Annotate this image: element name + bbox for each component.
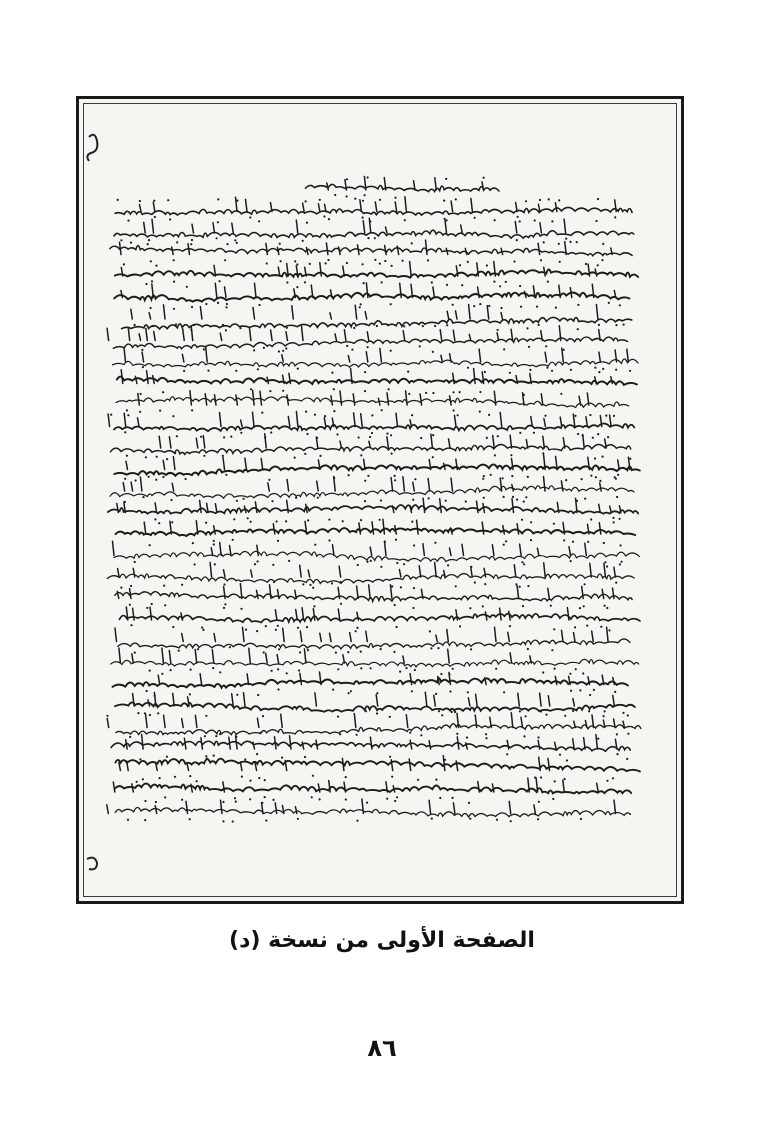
manuscript-line xyxy=(116,519,636,543)
manuscript-text-lines xyxy=(106,176,640,822)
manuscript-line xyxy=(107,799,631,823)
manuscript-line xyxy=(110,477,634,500)
manuscript-image-frame xyxy=(76,96,684,904)
manuscript-line xyxy=(112,671,627,694)
manuscript-line xyxy=(114,283,629,307)
manuscript-line xyxy=(114,218,634,242)
manuscript-line xyxy=(106,713,640,737)
manuscript-line xyxy=(115,692,635,715)
manuscript-line xyxy=(113,541,640,564)
margin-mark-top xyxy=(87,135,97,161)
manuscript-line xyxy=(115,756,640,780)
manuscript-line xyxy=(110,240,632,263)
manuscript-line xyxy=(117,369,637,393)
manuscript-line xyxy=(108,412,634,436)
manuscript-handwriting xyxy=(79,99,681,901)
manuscript-line xyxy=(112,347,638,371)
manuscript-line xyxy=(107,326,627,350)
manuscript-line xyxy=(110,434,630,457)
manuscript-line xyxy=(115,627,630,650)
manuscript-line xyxy=(111,734,630,758)
page-number: ٨٦ xyxy=(367,1034,397,1062)
manuscript-line xyxy=(113,778,631,801)
manuscript-line xyxy=(115,197,632,221)
manuscript-line xyxy=(115,262,638,286)
figure-caption: الصفحة الأولى من نسخة (د) xyxy=(229,928,535,953)
manuscript-line xyxy=(114,455,639,479)
manuscript-line xyxy=(108,498,638,521)
manuscript-line xyxy=(119,607,640,629)
manuscript-line xyxy=(111,648,639,672)
manuscript-line xyxy=(107,563,634,587)
manuscript-basmala-line xyxy=(306,176,500,198)
manuscript-line xyxy=(116,390,629,414)
manuscript-line xyxy=(115,584,632,608)
margin-mark-bottom xyxy=(87,858,97,870)
manuscript-line xyxy=(122,305,632,329)
